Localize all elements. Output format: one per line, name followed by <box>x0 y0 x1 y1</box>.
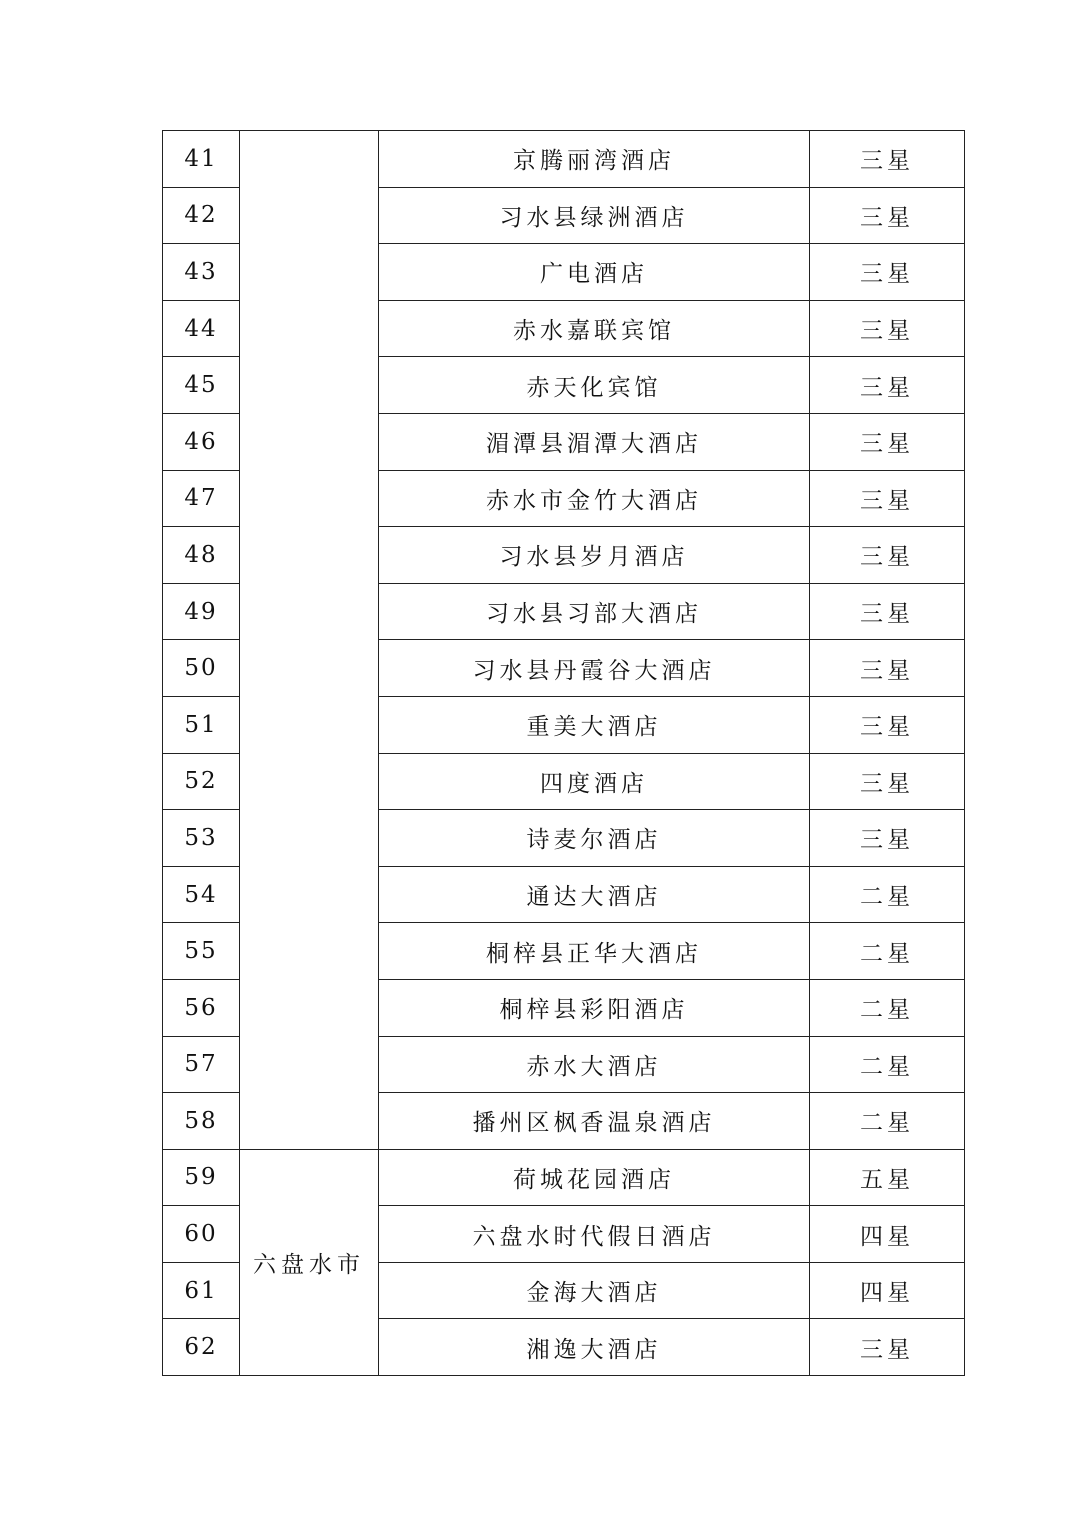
row-number-cell: 45 <box>163 357 240 414</box>
row-number-cell: 48 <box>163 527 240 584</box>
star-rating-cell: 三星 <box>810 131 965 188</box>
star-rating-cell: 三星 <box>810 357 965 414</box>
star-rating-cell: 四星 <box>810 1206 965 1263</box>
hotel-name-cell: 广电酒店 <box>379 244 810 301</box>
row-number-cell: 54 <box>163 866 240 923</box>
hotel-name-cell: 京腾丽湾酒店 <box>379 131 810 188</box>
hotel-name-cell: 通达大酒店 <box>379 866 810 923</box>
row-number-cell: 41 <box>163 131 240 188</box>
hotel-rating-table <box>162 130 965 1376</box>
hotel-name-cell: 习水县习部大酒店 <box>379 583 810 640</box>
hotel-name-cell: 桐梓县彩阳酒店 <box>379 979 810 1036</box>
hotel-name-cell: 赤水大酒店 <box>379 1036 810 1093</box>
hotel-name-cell: 习水县绿洲酒店 <box>379 187 810 244</box>
row-number-cell: 51 <box>163 696 240 753</box>
star-rating-cell: 三星 <box>810 753 965 810</box>
row-number-cell: 46 <box>163 413 240 470</box>
row-number-cell: 60 <box>163 1206 240 1263</box>
star-rating-cell: 三星 <box>810 583 965 640</box>
city-cell <box>240 131 379 1150</box>
hotel-name-cell: 习水县岁月酒店 <box>379 527 810 584</box>
hotel-name-cell: 湄潭县湄潭大酒店 <box>379 413 810 470</box>
row-number-cell: 49 <box>163 583 240 640</box>
row-number-cell: 53 <box>163 810 240 867</box>
hotel-name-cell: 赤天化宾馆 <box>379 357 810 414</box>
hotel-name-cell: 赤水市金竹大酒店 <box>379 470 810 527</box>
row-number-cell: 57 <box>163 1036 240 1093</box>
star-rating-cell: 三星 <box>810 1319 965 1376</box>
hotel-name-cell: 桐梓县正华大酒店 <box>379 923 810 980</box>
star-rating-cell: 三星 <box>810 527 965 584</box>
row-number-cell: 50 <box>163 640 240 697</box>
table-row <box>163 131 965 188</box>
row-number-cell: 59 <box>163 1149 240 1206</box>
row-number-cell: 56 <box>163 979 240 1036</box>
star-rating-cell: 三星 <box>810 696 965 753</box>
hotel-name-cell: 播州区枫香温泉酒店 <box>379 1093 810 1150</box>
star-rating-cell: 二星 <box>810 1036 965 1093</box>
star-rating-cell: 五星 <box>810 1149 965 1206</box>
table-row <box>163 1149 965 1206</box>
star-rating-cell: 三星 <box>810 244 965 301</box>
star-rating-cell: 二星 <box>810 1093 965 1150</box>
hotel-table-body <box>163 131 965 1376</box>
hotel-name-cell: 六盘水时代假日酒店 <box>379 1206 810 1263</box>
hotel-name-cell: 赤水嘉联宾馆 <box>379 300 810 357</box>
row-number-cell: 58 <box>163 1093 240 1150</box>
star-rating-cell: 二星 <box>810 979 965 1036</box>
hotel-name-cell: 荷城花园酒店 <box>379 1149 810 1206</box>
row-number-cell: 43 <box>163 244 240 301</box>
star-rating-cell: 三星 <box>810 413 965 470</box>
star-rating-cell: 三星 <box>810 470 965 527</box>
row-number-cell: 55 <box>163 923 240 980</box>
row-number-cell: 52 <box>163 753 240 810</box>
star-rating-cell: 三星 <box>810 810 965 867</box>
star-rating-cell: 四星 <box>810 1262 965 1319</box>
row-number-cell: 61 <box>163 1262 240 1319</box>
hotel-name-cell: 湘逸大酒店 <box>379 1319 810 1376</box>
hotel-name-cell: 习水县丹霞谷大酒店 <box>379 640 810 697</box>
row-number-cell: 44 <box>163 300 240 357</box>
hotel-name-cell: 四度酒店 <box>379 753 810 810</box>
star-rating-cell: 三星 <box>810 187 965 244</box>
row-number-cell: 62 <box>163 1319 240 1376</box>
hotel-name-cell: 金海大酒店 <box>379 1262 810 1319</box>
city-cell: 六盘水市 <box>240 1149 379 1375</box>
row-number-cell: 42 <box>163 187 240 244</box>
star-rating-cell: 三星 <box>810 300 965 357</box>
star-rating-cell: 三星 <box>810 640 965 697</box>
hotel-name-cell: 诗麦尔酒店 <box>379 810 810 867</box>
hotel-name-cell: 重美大酒店 <box>379 696 810 753</box>
star-rating-cell: 二星 <box>810 866 965 923</box>
star-rating-cell: 二星 <box>810 923 965 980</box>
row-number-cell: 47 <box>163 470 240 527</box>
